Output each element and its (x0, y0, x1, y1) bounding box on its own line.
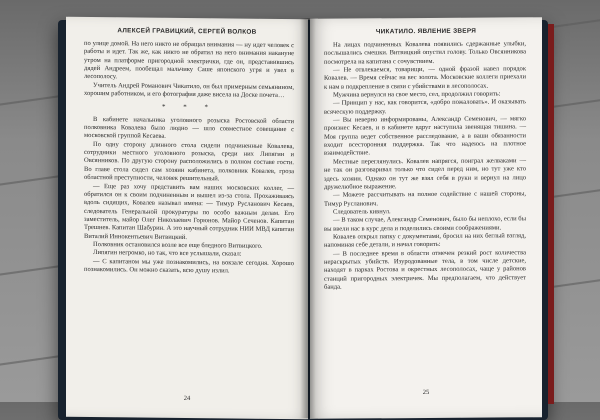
right-page-text (310, 40, 542, 292)
paragraph: Липягин негромко, но так, что все услышали, сказал: (93, 249, 242, 258)
paragraph: — С капитаном мы уже познакомились, на вокзале сегодня. Хорошо познакомились. Он можно сказать, всю душу излил. (84, 257, 294, 275)
paragraph: Полковник остановился возле все еще бледного Витвицкого. (93, 240, 263, 250)
book-spine-edge (548, 24, 554, 404)
running-header-right: ЧИКАТИЛО. ЯВЛЕНИЕ ЗВЕРЯ (375, 27, 477, 36)
section-break: * * * (162, 103, 216, 112)
paragraph: В кабинете начальника уголовного розыска Ростовской области полковника Ковалева было людно — шло совместное совещание с московской группой Кесаева. (84, 115, 294, 141)
paragraph: по улице домой. На него никто не обращал внимания — ну идет человек с работы и идет. Так же, как никто не обратил на него внимания накануне утром на платформе пригородной электрички, где он, представившись дядей Андреем, пообещал мальчику Саше японского угря и увел в лесополосу. (84, 39, 294, 81)
book-gutter-shadow (300, 18, 316, 418)
paragraph: Местные переглянулись. Ковалев напрягся, поиграл желваками — не так он разговаривал только что сидел перед ним, но тут уже кто здесь хозяин. Однако он тут же взял себя в руки и вернул на лицо дружелюбное выражение. (324, 157, 526, 191)
left-page (66, 17, 308, 420)
page-number-left: 24 (183, 394, 191, 403)
paragraph: — Вы неверно информированы, Александр Семенович, — мягко произнес Кесаев, и в кабинете вдруг наступила звенящая тишина. — Моя группа ведет собственное расследование, а в ваши обязанности входит всесторонняя поддержка. Так что надеюсь на плотное взаимодействие. (324, 115, 526, 158)
paragraph: По одну сторону длинного стола сидели подчиненные Ковалева, сотрудники местного уголовного розыска, среди них Липягин и Овсянников. По другую сторону расположились в полном составе гости. Во главе стола сидел сам хозяин кабинета, полковник Ковалев, гроза областной преступности, человек решительный. (84, 140, 294, 183)
paragraph: — Принцип у нас, как говорится, «добро пожаловать». И оказывать всяческую поддержку. (324, 98, 526, 116)
paragraph: На лицах подчиненных Ковалева появились сдержанные улыбки, послышались смешки. Витвицкий опустил голову. Только Овсянникова посмотрела на капитана с сочувствием. (324, 40, 526, 66)
page-number-right: 25 (422, 388, 430, 397)
paragraph: Ковалев открыл папку с документами, бросил на них беглый взгляд, напоминая себе детали, и начал говорить: (324, 232, 526, 249)
paragraph: Учитель Андрей Романович Чикатило, он был примерным семьянином, хорошим работником, и его фотография даже висела на Доске почета… (84, 81, 294, 100)
paragraph: Следователь кивнул. (333, 208, 391, 216)
paragraph: — Можете рассчитывать на полное содействие с нашей стороны, Тимур Русланович. (324, 190, 526, 208)
paragraph: Мужчина вернулся на свое место, сел, продолжил говорить: (333, 90, 501, 99)
paragraph: — В таком случае, Александр Семенович, было бы неплохо, если бы вы ввели нас в курс дела и поделились своими соображениями. (324, 215, 526, 233)
paragraph: — Еще раз хочу представить вам наших московских коллег, — обратился он к своим подчиненным и вышел из-за стола. Прохаживаясь вдоль сидящих, Ковалев называл имена: — Тимур Русланович Кесаев, следователь Генеральной прокуратуры по особо важным делам. Его заместитель, майор Олег Николаевич Горюнов. Майор Сеченов. Капитан Трешнев. Капитан Шабурин. А это научный сотрудник НИИ МВД капитан Виталий Иннокентьевич Витвицкий. (84, 182, 294, 241)
paragraph: — В последнее время в области отмечен резкий рост количества нераскрытых убийств. Изуродованные тела, в том числе детские, находят в парках Ростова и окрестных лесополосах, чаще у районов станций пригородных электричек. Мы предполагаем, что действует банда. (324, 248, 526, 291)
running-header-left: АЛЕКСЕЙ ГРАВИЦКИЙ, СЕРГЕЙ ВОЛКОВ (117, 27, 257, 36)
left-page-text (66, 40, 308, 277)
paragraph: — Не отвлекаемся, товарищи, — одной фразой навел порядок Ковалев. — Время сейчас на вес золота. Московские коллеги приехали к нам в подкрепление в связи с убийствами в лесополосах. (324, 65, 526, 91)
right-page (310, 17, 542, 419)
